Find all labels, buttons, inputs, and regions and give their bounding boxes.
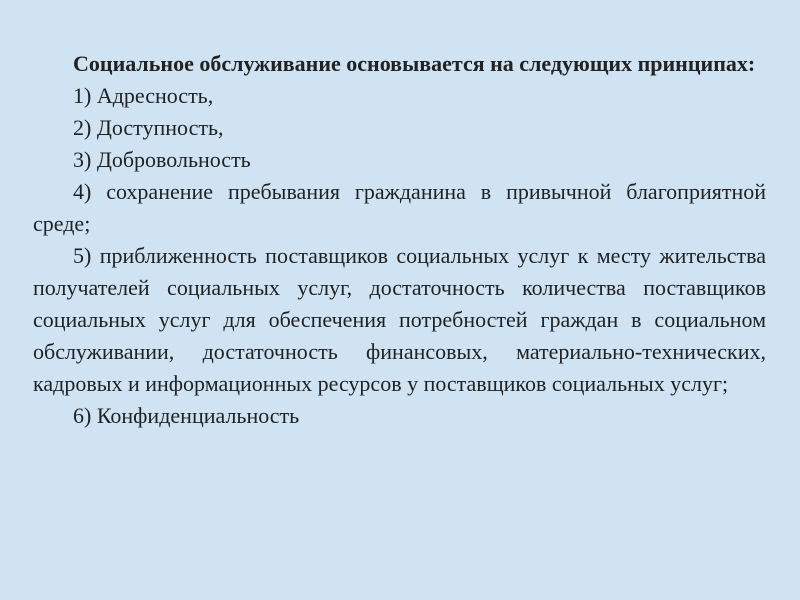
slide-heading: Социальное обслуживание основывается на следующих принципах: [73,51,756,76]
principle-item-2: 2) Доступность, [73,115,224,140]
principle-item-5: 5) приближенность поставщиков социальных услуг к месту жительства получателей социальных услуг, достаточность количества поставщиков социальных услуг для обеспечения потребностей граждан в социальном обслуживании, достаточность финансовых, материально-технических, кадровых и информационных ресурсов у поставщиков социальных услуг; [33,243,766,396]
principle-item-6: 6) Конфиденциальность [73,403,300,428]
principle-item-4: 4) сохранение пребывания гражданина в привычной благоприятной среде; [33,179,766,236]
principle-item-1: 1) Адресность, [73,83,214,108]
principle-item-3: 3) Добровольность [73,147,251,172]
